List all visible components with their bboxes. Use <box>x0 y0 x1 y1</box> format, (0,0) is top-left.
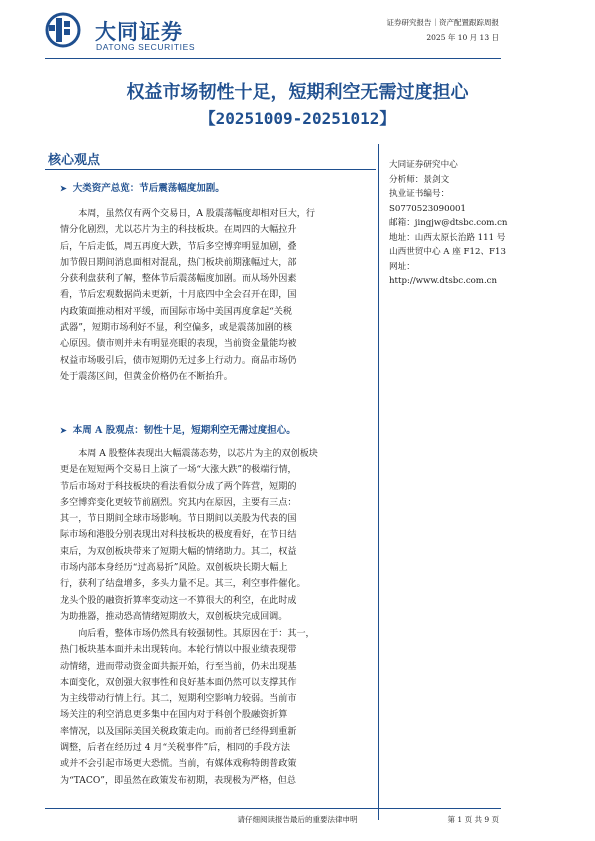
report-type: 证券研究报告｜资产配置跟踪周报 <box>386 18 499 27</box>
bullet-text: 节后震荡幅度加剧。 <box>139 183 225 194</box>
paragraph-line: 后，午后走低，周五再度大跌，节后多空博弈明显加剧，叠 <box>60 241 297 252</box>
paragraph-line: 处于震荡区间，但黄金价格仍在不断抬升。 <box>60 371 233 382</box>
logo-text-cn: 大同证券 <box>95 20 183 44</box>
section-heading: 核心观点 <box>48 153 101 168</box>
analyst-info-line: S0770523090001 <box>389 203 466 214</box>
footer-divider <box>45 808 501 809</box>
analyst-info-line: 执业证书编号： <box>389 189 450 199</box>
analyst-info <box>389 158 569 289</box>
analyst-info-line: 分析师：景剑文 <box>389 174 450 185</box>
bullet-prefix: 大类资产总览： <box>72 183 140 194</box>
bullet-a-share-view <box>60 422 296 436</box>
paragraph-asset-overview <box>60 206 378 385</box>
analyst-info-line: 网址： <box>389 261 415 272</box>
paragraph-line: 为主线带动行情上行。其二，短期利空影响力较弱。当前市 <box>60 694 297 705</box>
arrow-bullet-icon: ➤ <box>60 183 67 193</box>
page-number: 第 1 页 共 9 页 <box>447 815 499 824</box>
paragraph-line: 为助推器，推动恐高情绪短期放大，双创板块完成回调。 <box>60 611 288 622</box>
paragraph-line: 向后看，整体市场仍然具有较强韧性。其原因在于：其一， <box>78 629 315 639</box>
paragraph-line: 市场内部本身经历“过高易折”风险。双创板块长期大幅上 <box>60 563 288 574</box>
paragraph-line: 看，节后宏观数据尚未更新，十月底四中全会召开在即，国 <box>60 290 297 301</box>
paragraph-line: 束后，为双创板块带来了短期大幅的情绪助力。其二，权益 <box>60 546 297 557</box>
footer-disclaimer: 请仔细阅读报告最后的重要法律申明 <box>237 815 358 824</box>
analyst-info-line: 山西世贸中心 A 座 F12、F13 <box>389 247 506 257</box>
paragraph-line: 场关注的利空消息更多集中在国内对于科创个股融资折算 <box>60 710 288 721</box>
paragraph-line: 武器”，短期市场利好不显，利空偏多，或是震荡加剧的核 <box>60 323 292 334</box>
analyst-info-line: 地址：山西太原长治路 111 号 <box>389 232 506 243</box>
arrow-bullet-icon: ➤ <box>60 425 67 435</box>
paragraph-line: 率情况，以及国际美国关税政策走向。而前者已经得到重新 <box>60 726 297 737</box>
bullet-prefix: 本周 A 股观点： <box>72 425 144 436</box>
paragraph-line: 其一，节日期间全球市场影响。节日期间以美股为代表的国 <box>60 514 297 525</box>
paragraph-line: 节后市场对于科技板块的看法看似分成了两个阵营，短期的 <box>60 481 297 492</box>
paragraph-line: 行，获利了结盘增多，多头力量不足。其三，利空事件催化。 <box>60 579 306 590</box>
paragraph-line: 本周，虽然仅有两个交易日，A 股震荡幅度却相对巨大，行 <box>78 209 315 219</box>
paragraph-line: 权益市场吸引后，债市短期仍无过多上行动力。商品市场仍 <box>60 355 297 366</box>
analyst-email[interactable]: 邮箱：jingjw@dtsbc.com.cn <box>389 218 508 228</box>
column-divider <box>378 144 379 820</box>
paragraph-line: 本面变化，双创强大叙事性和良好基本面仍然可以支撑其作 <box>60 677 297 688</box>
paragraph-line: 心原因。债市则并未有明显亮眼的表现，当前资金量能均被 <box>60 339 297 350</box>
paragraph-line: 内政策面推动相对平缓，而国际市场中美国再度拿起“关税 <box>60 306 292 317</box>
report-date: 2025 年 10 月 13 日 <box>426 33 499 42</box>
paragraph-line: 多空博弈变化更较节前剧烈。究其内在原因，主要有三点： <box>60 497 297 508</box>
bullet-text: 韧性十足，短期利空无需过度担心。 <box>143 425 296 436</box>
report-date-range: 【20251009-20251012】 <box>199 109 396 128</box>
paragraph-line: 为“TACO”，即虽然在政策发布初期，表现极为严格，但总 <box>60 775 296 786</box>
paragraph-line: 调整，后者在经历过 4 月“关税事件”后，相同的手段方法 <box>60 743 291 754</box>
bullet-asset-overview <box>60 180 225 194</box>
logo-text-en: DATONG SECURITIES <box>96 42 196 52</box>
paragraph-line: 热门板块基本面并未出现转向。本轮行情以中报业绩表现带 <box>60 645 297 656</box>
paragraph-a-share-view <box>60 446 378 625</box>
website-link[interactable]: http://www.dtsbc.com.cn <box>389 276 498 286</box>
report-header-meta <box>387 15 500 45</box>
paragraph-line: 动情绪，进而带动资金面共振开始，行至当前，仍未出现基 <box>60 661 297 672</box>
paragraph-line: 本周 A 股整体表现出大幅震荡态势，以芯片为主的双创板块 <box>78 449 318 459</box>
paragraph-line: 际市场和港股分别表现出对科技板块的极度看好，在节日结 <box>60 530 297 541</box>
analyst-info-line: 大同证券研究中心 <box>389 160 458 170</box>
paragraph-line: 更是在短短两个交易日上演了一场“大涨大跌”的极端行情， <box>60 465 297 476</box>
paragraph-outlook <box>60 626 378 789</box>
paragraph-line: 龙头个股的融资折算率变动这一不算很大的利空，在此时成 <box>60 595 297 606</box>
paragraph-line: 或并不会引起市场更大恐慌。当前，有媒体戏称特朗普政策 <box>60 759 297 770</box>
report-title: 权益市场韧性十足，短期利空无需过度担心 <box>126 82 469 103</box>
datong-logo-icon <box>45 12 83 48</box>
header-divider <box>45 58 501 59</box>
paragraph-line: 分获利盘获利了解，整体节后震荡幅度加剧。而从场外因素 <box>60 274 297 285</box>
section-divider <box>45 169 376 170</box>
paragraph-line: 情分化剧烈，尤以芯片为主的科技板块。在周四的大幅拉升 <box>60 225 297 236</box>
paragraph-line: 加节假日期间消息面相对混乱，热门板块前期涨幅过大，部 <box>60 257 297 268</box>
